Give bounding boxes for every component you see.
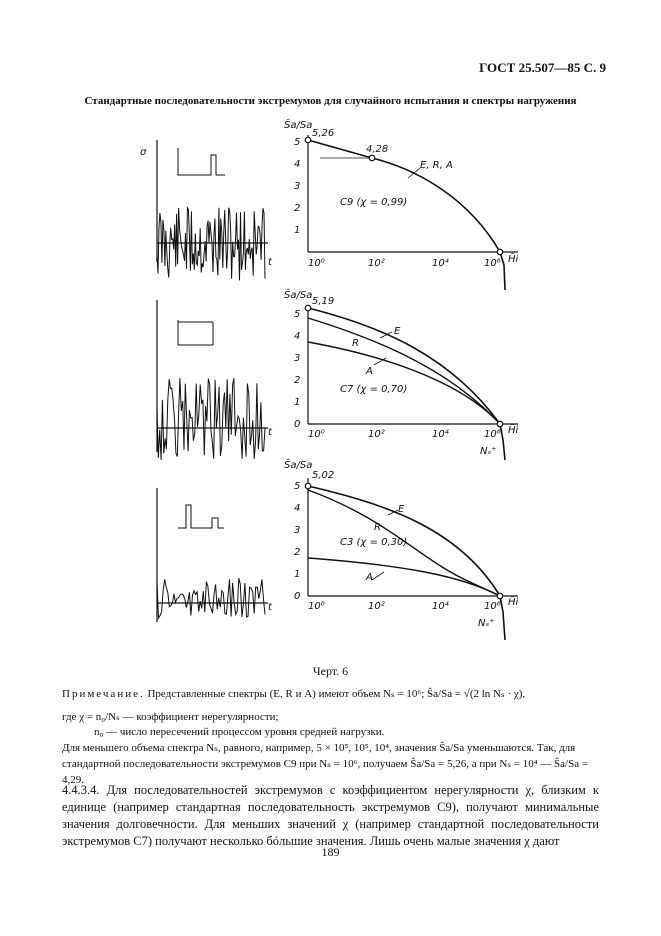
signal-panel-1 <box>157 140 268 280</box>
sequence-label-1: C9 (χ = 0,99) <box>340 197 408 208</box>
end-label-2: H̃i <box>508 425 519 436</box>
svg-text:5: 5 <box>294 481 301 492</box>
signal-panel-2 <box>157 300 268 460</box>
max-label-3: 5,02 <box>312 470 335 481</box>
annotation-1: 4,28 <box>366 144 389 155</box>
y-label-3: Ŝa/Sa <box>284 460 313 471</box>
svg-text:1: 1 <box>294 225 301 236</box>
note-prefix: Примечание. <box>62 688 145 700</box>
curve-label-1: E, R, A <box>420 160 453 171</box>
t-label-1: t <box>268 257 272 268</box>
max-label-2: 5,19 <box>312 296 335 307</box>
svg-text:10⁰: 10⁰ <box>308 601 325 612</box>
svg-text:2: 2 <box>294 547 301 558</box>
svg-text:5: 5 <box>294 309 301 320</box>
t-label-3: t <box>268 602 272 613</box>
y-label-2: Ŝa/Sa <box>284 290 313 301</box>
signal-panel-3 <box>157 488 268 622</box>
note-line-2: где χ = n₀/Nₛ — коэффициент нерегулярности; <box>62 711 279 723</box>
svg-text:4: 4 <box>294 159 301 170</box>
svg-text:0: 0 <box>294 591 301 602</box>
svg-text:2: 2 <box>294 375 301 386</box>
t-label-2: t <box>268 427 272 438</box>
svg-text:10²: 10² <box>368 601 385 612</box>
svg-text:R: R <box>352 338 359 349</box>
svg-text:10⁶: 10⁶ <box>484 429 501 440</box>
svg-text:10²: 10² <box>368 258 385 269</box>
svg-text:10²: 10² <box>368 429 385 440</box>
svg-text:3: 3 <box>294 353 301 364</box>
spectrum-plot-3 <box>305 478 518 640</box>
sequence-label-3: C3 (χ = 0,30) <box>340 537 408 548</box>
figure-caption: Черт. 6 <box>312 664 349 678</box>
svg-text:10⁴: 10⁴ <box>432 601 449 612</box>
page-header: ГОСТ 25.507—85 С. 9 <box>479 60 606 75</box>
svg-text:10⁰: 10⁰ <box>308 258 325 269</box>
svg-text:3: 3 <box>294 525 301 536</box>
random-signal-2 <box>157 378 265 460</box>
svg-text:2: 2 <box>294 203 301 214</box>
note-line-3: n₀ — число пересечений процессом уровня средней нагрузки. <box>94 726 385 738</box>
svg-text:A: A <box>366 366 373 377</box>
svg-text:10⁶: 10⁶ <box>484 601 501 612</box>
svg-text:E: E <box>394 326 401 337</box>
ns-label-3: Nₛ⁺ <box>478 618 495 629</box>
svg-text:1: 1 <box>294 569 301 580</box>
end-label-3: H̃i <box>508 597 519 608</box>
svg-text:E: E <box>398 504 405 515</box>
page-number: 189 <box>321 845 340 859</box>
random-signal-3 <box>157 578 265 618</box>
svg-text:10⁴: 10⁴ <box>432 429 449 440</box>
svg-text:0: 0 <box>294 419 301 430</box>
y-label-1: Ŝa/Sa <box>284 120 313 131</box>
max-label-1: 5,26 <box>312 128 335 139</box>
random-signal-1 <box>157 208 265 281</box>
figure-title: Стандартные последовательности экстремумов для случайного испытания и спектры нагружения <box>84 95 577 107</box>
svg-text:5: 5 <box>294 137 301 148</box>
svg-text:4: 4 <box>294 331 301 342</box>
note-text-1: Представленные спектры (E, R и A) имеют объем Nₛ = 10⁶; Ŝa/Sa = √(2 ln Nₛ · χ), <box>147 688 526 700</box>
svg-text:10⁰: 10⁰ <box>308 429 325 440</box>
svg-text:A: A <box>366 572 373 583</box>
ns-label-2: Nₛ⁺ <box>480 446 497 457</box>
svg-text:10⁶: 10⁶ <box>484 258 501 269</box>
note-line-4: Для меньшего объема спектра Nₛ, равного, например, 5 × 10⁵, 10⁵, 10⁴, значения Ŝa/Sa уменьшаются. Так, для стандартной последовательности экстремумов С9 при Nₛ = 10⁶, получаем Ŝa/Sa = 5,26, а при Nₛ = 10⁴ — Ŝa/Sa = 4,29. <box>62 742 589 786</box>
sequence-label-2: C7 (χ = 0,70) <box>340 384 408 395</box>
svg-text:3: 3 <box>294 181 301 192</box>
note-line-1 <box>62 686 607 702</box>
svg-text:R: R <box>374 522 381 533</box>
svg-text:1: 1 <box>294 397 301 408</box>
end-label-1: H̃i <box>508 254 519 265</box>
body-paragraph: 4.4.3.4. Для последовательностей экстремумов с коэффициентом нерегулярности χ, близким к единице (например стандартная последовательность экстремумов С9), получают минимальные значения долговечности. Для меньших значений χ (например стандартной последовательности экстремумов С7) получают несколько бóльшие значения. Лишь очень малые значения χ дают <box>62 783 599 848</box>
svg-text:10⁴: 10⁴ <box>432 258 449 269</box>
svg-text:4: 4 <box>294 503 301 514</box>
sigma-label: σ <box>140 147 147 158</box>
